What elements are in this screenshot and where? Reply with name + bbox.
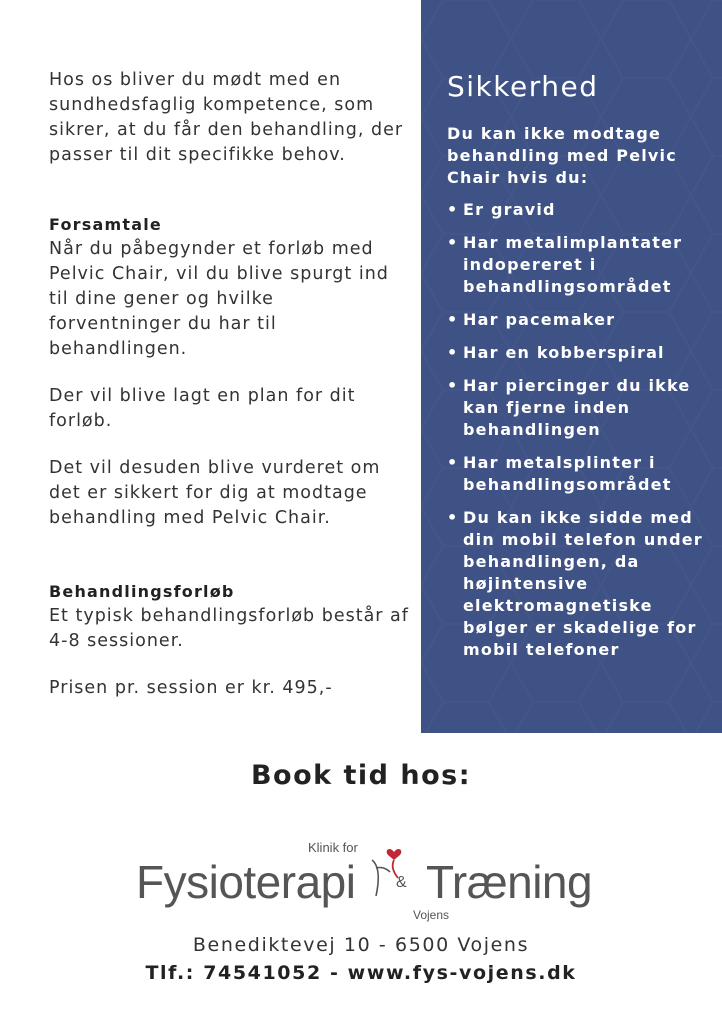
bullet-icon: • [447, 200, 459, 219]
safety-panel [421, 0, 722, 733]
list-item: • Har piercinger du ikke kan fjerne inden behandlingen [447, 376, 691, 439]
booking-heading: Book tid hos: [250, 760, 472, 791]
forloeb-paragraph-1: Et typisk behandlingsforløb består af 4-8 sessioner. [49, 606, 409, 651]
list-item: • Har en kobberspiral [447, 343, 665, 362]
bullet-icon: • [447, 310, 459, 329]
forsamtale-heading: Forsamtale [49, 215, 162, 234]
logo-fysioterapi-text: Fysioterapi [136, 856, 356, 908]
contact-line: Tlf.: 74541052 - www.fys-vojens.dk [145, 962, 577, 984]
list-item: • Du kan ikke sidde med din mobil telefon under behandlingen, da højintensive elektromagnetiske bølger er skadelige for mobil telefoner [447, 508, 703, 659]
forsamtale-paragraph-3: Det vil desuden blive vurderet om det er sikkert for dig at modtage behandling med Pelvic Chair. [49, 458, 381, 528]
list-item: • Har pacemaker [447, 310, 616, 329]
address-line: Benediktevej 10 - 6500 Vojens [192, 934, 530, 956]
logo-ampersand: & [396, 874, 407, 891]
safety-content [447, 70, 717, 672]
logo-traening-text: Træning [426, 856, 593, 908]
forloeb-heading: Behandlingsforløb [49, 582, 235, 601]
bullet-icon: • [447, 376, 459, 395]
intro-text: Hos os bliver du mødt med en sundhedsfaglig kompetence, som sikrer, at du får den behandling, der passer til dit specifikke behov. [49, 70, 404, 165]
bullet-icon: • [447, 453, 459, 472]
list-item: • Har metalimplantater indopereret i behandlingsområdet [447, 233, 683, 296]
safety-lead: Du kan ikke modtage behandling med Pelvic Chair hvis du: [447, 124, 677, 187]
list-item: • Har metalsplinter i behandlingsområdet [447, 453, 672, 494]
safety-title: Sikkerhed [447, 70, 599, 103]
bullet-icon: • [447, 233, 459, 252]
clinic-logo [130, 838, 600, 928]
safety-list [447, 199, 717, 661]
list-item: • Er gravid [447, 200, 556, 219]
left-column [49, 68, 411, 701]
logo-klinik-text: Klinik for [308, 840, 358, 855]
forsamtale-paragraph-2: Der vil blive lagt en plan for dit forløb. [49, 386, 356, 431]
bullet-icon: • [447, 343, 459, 362]
forsamtale-paragraph-1: Når du påbegynder et forløb med Pelvic Chair, vil du blive spurgt ind til dine gener og hvilke forventninger du har til behandlingen. [49, 239, 389, 359]
price-text: Prisen pr. session er kr. 495,- [49, 678, 333, 698]
logo-vojens-text: Vojens [413, 908, 450, 922]
bullet-icon: • [447, 508, 459, 527]
